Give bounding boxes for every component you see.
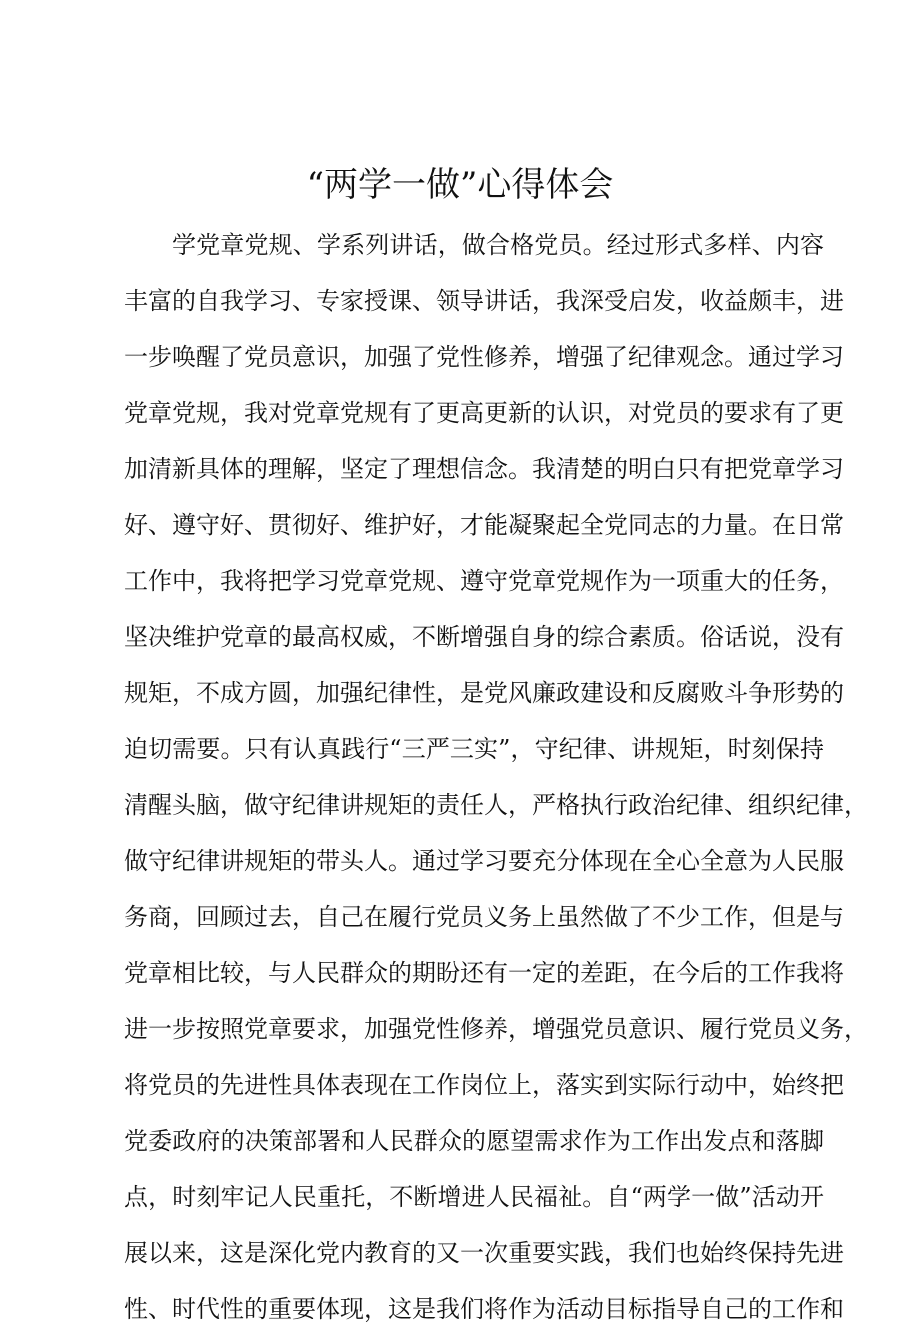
paragraph-line: 清醒头脑，做守纪律讲规矩的责任人，严格执行政治纪律、组织纪律， — [124, 791, 868, 819]
paragraph-line: 将党员的先进性具体表现在工作岗位上，落实到实际行动中，始终把 — [124, 1071, 844, 1099]
paragraph-line: 做守纪律讲规矩的带头人。通过学习要充分体现在全心全意为人民服 — [124, 847, 844, 875]
paragraph-line: 党章相比较，与人民群众的期盼还有一定的差距，在今后的工作我将 — [124, 959, 844, 987]
paragraph-line: 加清新具体的理解，坚定了理想信念。我清楚的明白只有把党章学习 — [124, 455, 844, 483]
document-title: “两学一做”心得体会 — [306, 165, 614, 205]
paragraph-line: 规矩，不成方圆，加强纪律性，是党风廉政建设和反腐败斗争形势的 — [124, 679, 844, 707]
paragraph-line: 学党章党规、学系列讲话，做合格党员。经过形式多样、内容 — [172, 231, 824, 259]
paragraph-line: 一步唤醒了党员意识，加强了党性修养，增强了纪律观念。通过学习 — [124, 343, 844, 371]
paragraph-line: 点，时刻牢记人民重托，不断增进人民福祉。自“两学一做”活动开 — [124, 1183, 824, 1211]
paragraph-line: 丰富的自我学习、专家授课、领导讲话，我深受启发，收益颇丰，进 — [124, 287, 844, 315]
paragraph-line: 迫切需要。只有认真践行“三严三实”，守纪律、讲规矩，时刻保持 — [124, 735, 824, 763]
paragraph-line: 党委政府的决策部署和人民群众的愿望需求作为工作出发点和落脚 — [124, 1127, 824, 1155]
paragraph-line: 坚决维护党章的最高权威，不断增强自身的综合素质。俗话说，没有 — [124, 623, 844, 651]
paragraph-line: 性、时代性的重要体现，这是我们将作为活动目标指导自己的工作和 — [124, 1295, 844, 1323]
paragraph-line: 好、遵守好、贯彻好、维护好，才能凝聚起全党同志的力量。在日常 — [124, 511, 844, 539]
paragraph-line: 展以来，这是深化党内教育的又一次重要实践，我们也始终保持先进 — [124, 1239, 844, 1267]
paragraph-line: 务商，回顾过去，自己在履行党员义务上虽然做了不少工作，但是与 — [124, 903, 844, 931]
paragraph-line: 工作中，我将把学习党章党规、遵守党章党规作为一项重大的任务， — [124, 567, 844, 595]
paragraph-line: 进一步按照党章要求，加强党性修养，增强党员意识、履行党员义务， — [124, 1015, 868, 1043]
document-body — [124, 217, 868, 1337]
paragraph-line: 党章党规，我对党章党规有了更高更新的认识，对党员的要求有了更 — [124, 399, 844, 427]
